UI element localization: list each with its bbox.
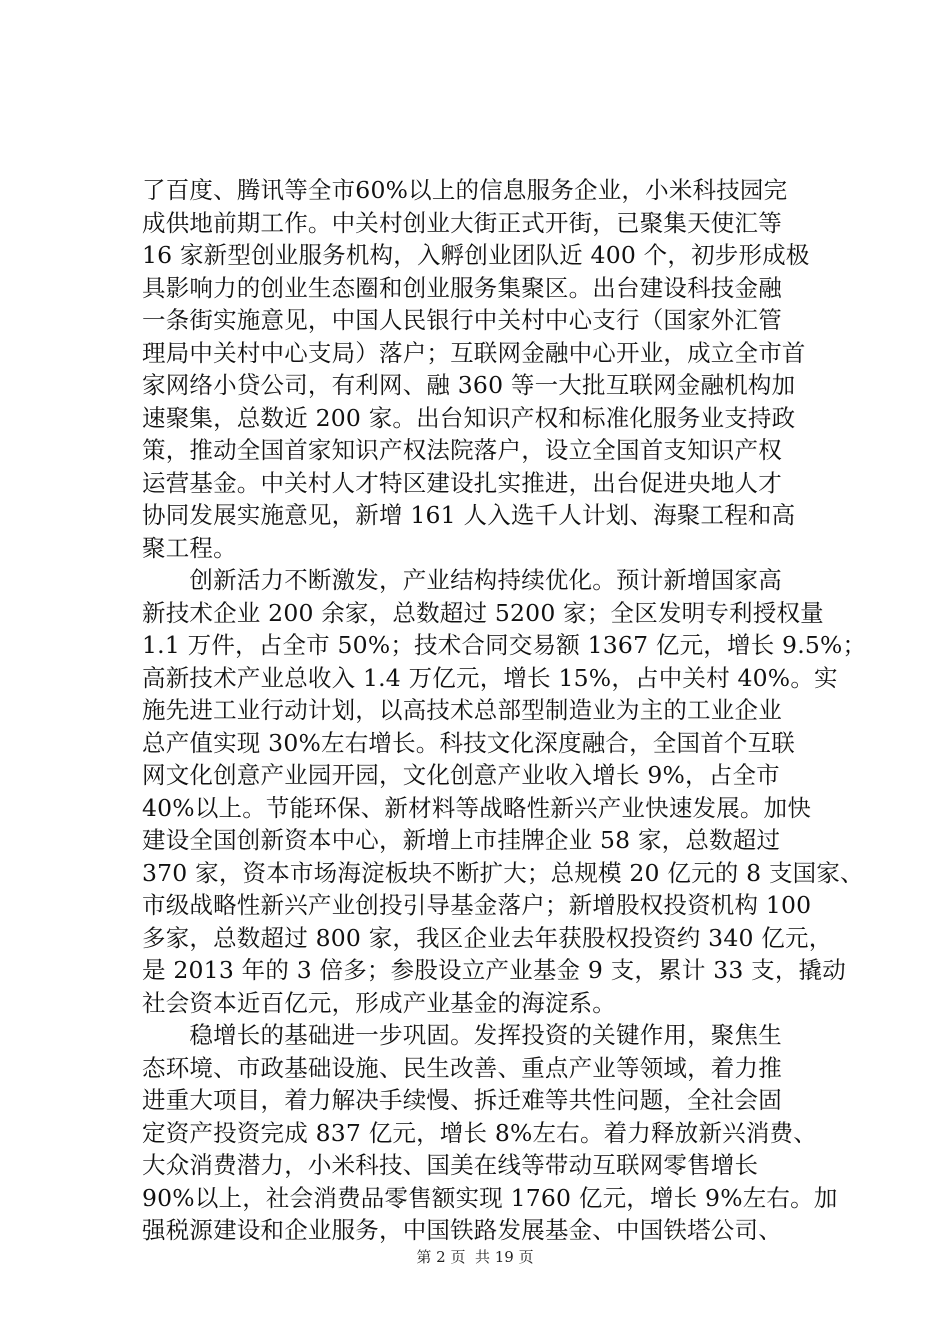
document-body	[142, 174, 867, 1247]
page-number-label: 第 2 页 共 19 页	[416, 1248, 534, 1266]
text-line: 40%以上。节能环保、新材料等战略性新兴产业快速发展。加快	[142, 793, 812, 822]
text-line: 成供地前期工作。中关村创业大街正式开街，已聚集天使汇等	[142, 208, 782, 237]
text-line: 370 家，资本市场海淀板块不断扩大；总规模 20 亿元的 8 支国家、	[142, 858, 864, 887]
text-line: 90%以上，社会消费品零售额实现 1760 亿元，增长 9%左右。加	[142, 1183, 838, 1212]
paragraph-1	[142, 174, 832, 564]
text-line: 家网络小贷公司，有利网、融 360 等一大批互联网金融机构加	[142, 371, 796, 399]
text-line: 1.1 万件，占全市 50%；技术合同交易额 1367 亿元，增长 9.5%；	[142, 631, 867, 659]
text-line: 社会资本近百亿元，形成产业基金的海淀系。	[142, 988, 616, 1017]
text-line: 进重大项目，着力解决手续慢、拆迁难等共性问题，全社会固	[142, 1086, 782, 1114]
text-line: 新技术企业 200 余家，总数超过 5200 家；全区发明专利授权量	[142, 598, 824, 627]
text-line: 协同发展实施意见，新增 161 人入选千人计划、海聚工程和高	[142, 501, 796, 529]
text-line: 总产值实现 30%左右增长。科技文化深度融合，全国首个互联	[142, 728, 796, 757]
text-line: 大众消费潜力，小米科技、国美在线等带动互联网零售增长	[142, 1151, 759, 1179]
text-line: 是 2013 年的 3 倍多；参股设立产业基金 9 支，累计 33 支，撬动	[142, 956, 846, 984]
text-line: 多家，总数超过 800 家，我区企业去年获股权投资约 340 亿元，	[142, 923, 833, 952]
paragraph-3	[142, 1019, 838, 1247]
text-line: 理局中关村中心支局）落户；互联网金融中心开业，成立全市首	[142, 338, 806, 367]
text-line: 高新技术产业总收入 1.4 万亿元，增长 15%，占中关村 40%。实	[142, 663, 838, 692]
text-line: 了百度、腾讯等全市60%以上的信息服务企业，小米科技园完	[142, 176, 788, 204]
text-line: 聚工程。	[142, 533, 237, 562]
paragraph-2	[142, 564, 867, 1019]
text-line: 市级战略性新兴产业创投引导基金落户；新增股权投资机构 100	[142, 891, 812, 919]
text-line: 速聚集，总数近 200 家。出台知识产权和标准化服务业支持政	[142, 403, 796, 432]
text-line: 具影响力的创业生态圈和创业服务集聚区。出台建设科技金融	[142, 273, 782, 302]
text-line: 16 家新型创业服务机构，入孵创业团队近 400 个，初步形成极	[142, 241, 810, 269]
text-line: 态环境、市政基础设施、民生改善、重点产业等领域，着力推	[142, 1053, 782, 1082]
text-line: 稳增长的基础进一步巩固。发挥投资的关键作用，聚焦生	[142, 1021, 782, 1049]
text-line: 建设全国创新资本中心，新增上市挂牌企业 58 家，总数超过	[142, 826, 781, 854]
text-line: 施先进工业行动计划，以高技术总部型制造业为主的工业企业	[142, 696, 782, 724]
text-line: 运营基金。中关村人才特区建设扎实推进，出台促进央地人才	[142, 468, 782, 497]
page-footer	[0, 1247, 950, 1267]
text-line: 策，推动全国首家知识产权法院落户，设立全国首支知识产权	[142, 436, 782, 464]
text-line: 定资产投资完成 837 亿元，增长 8%左右。着力释放新兴消费、	[142, 1118, 817, 1147]
text-line: 网文化创意产业园开园，文化创意产业收入增长 9%，占全市	[142, 761, 780, 789]
text-line: 创新活力不断激发，产业结构持续优化。预计新增国家高	[142, 566, 782, 594]
text-line: 强税源建设和企业服务，中国铁路发展基金、中国铁塔公司、	[142, 1216, 782, 1244]
text-line: 一条街实施意见，中国人民银行中关村中心支行（国家外汇管	[142, 306, 782, 334]
